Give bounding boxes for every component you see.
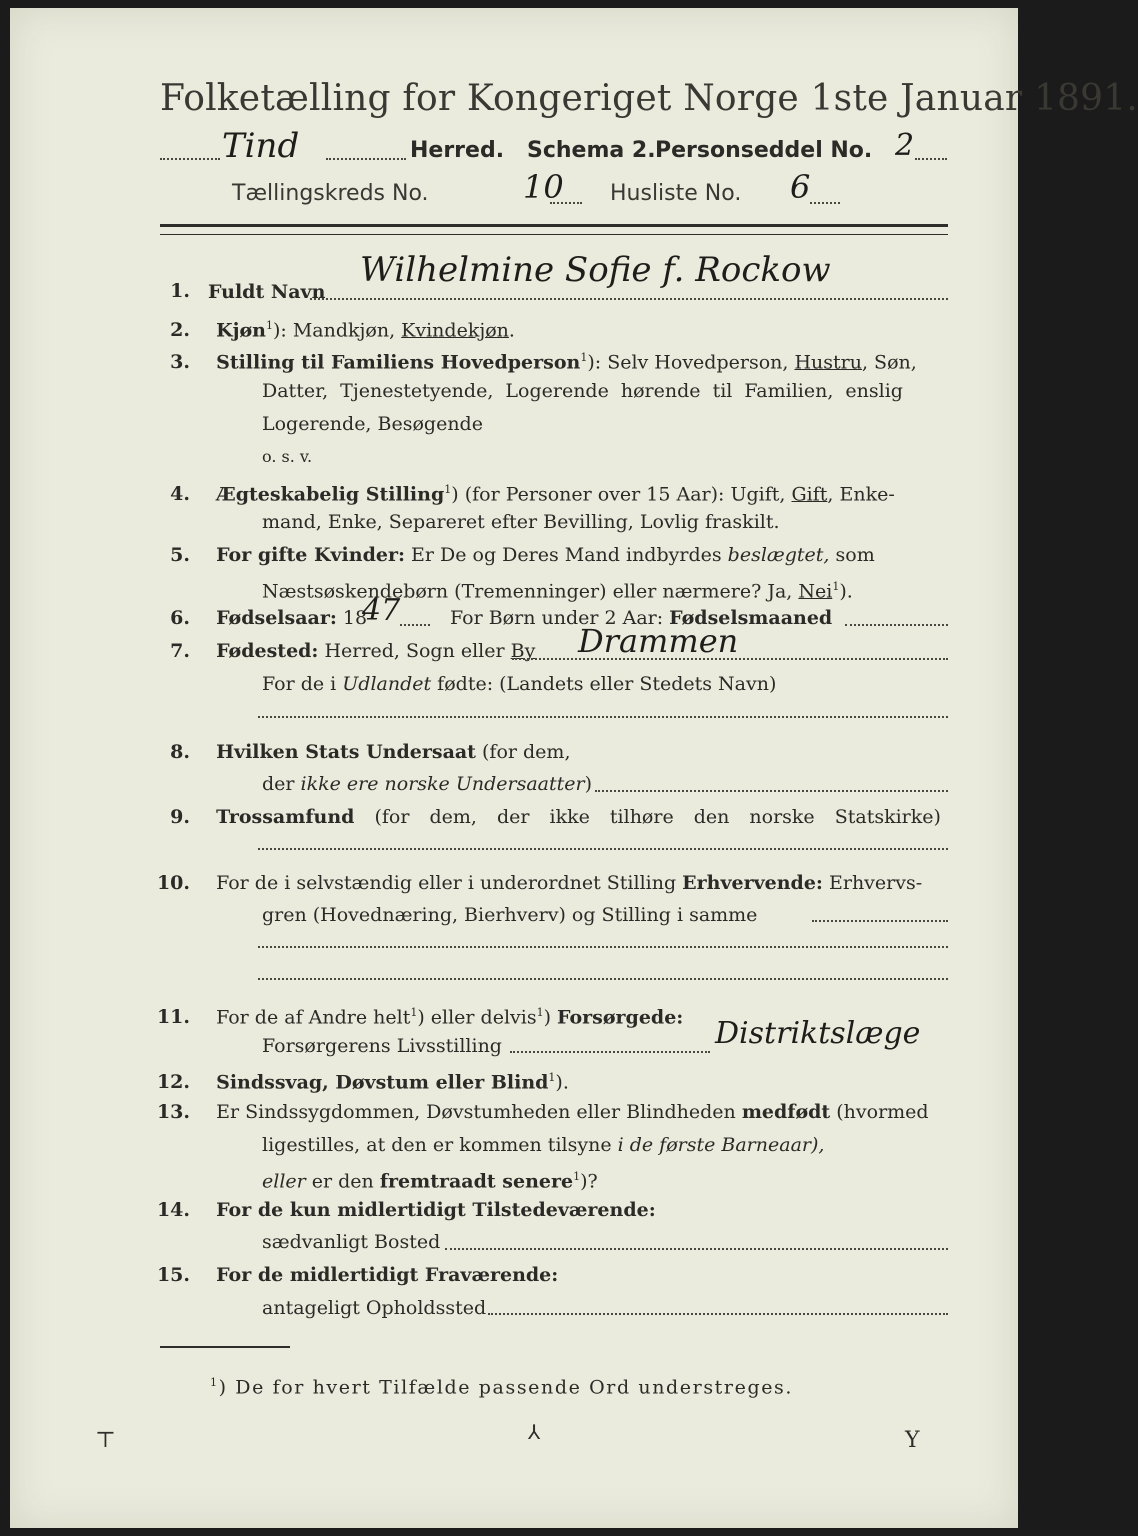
q11-number: 11. [156, 1006, 190, 1029]
q9-number: 9. [170, 806, 190, 828]
footnote-rule [160, 1346, 290, 1348]
q10-number: 10. [156, 872, 190, 894]
q13-line3: eller er den fremtraadt senere$^1$)? [262, 1170, 598, 1193]
herred-label: Herred. [410, 138, 505, 163]
q7-row: 7. Fødested: Herred, Sogn eller By [150, 639, 535, 663]
dotted-line [258, 848, 948, 850]
kreds-label: Tællingskreds No. [232, 181, 429, 206]
q5-text-a: Er De og Deres Mand indbyrdes [404, 544, 728, 566]
q15-number: 15. [156, 1264, 190, 1286]
q2-selected: Kvindekjøn [401, 319, 509, 342]
q4-text-a: ) (for Personer over 15 Aar): Ugift, [451, 483, 792, 506]
q2-row [150, 314, 515, 342]
header-rule [160, 224, 948, 227]
herred-value: Tind [222, 126, 300, 166]
q13-line2: ligestilles, at den er kommen tilsyne i de første Barneaar), [262, 1134, 825, 1156]
q6-rest-bold: Fødselsmaaned [669, 607, 833, 629]
form-title: Folketælling for Kongeriget Norge 1ste Januar 1891. [160, 78, 1138, 119]
q14-row [150, 1198, 656, 1222]
q3-line2: Datter, Tjenestetyende, Logerende hørende til Familien, enslig [262, 380, 903, 402]
schema-label: Schema 2. [527, 138, 656, 163]
q8-label: Hvilken Stats Undersaat [216, 741, 476, 763]
dotted-line [488, 1313, 948, 1315]
q12-number: 12. [156, 1071, 190, 1094]
header-rule-thin [160, 234, 948, 235]
dotted-line [510, 1051, 710, 1053]
q5-selected: Nei [798, 580, 833, 603]
dotted-line [915, 158, 947, 160]
q2-number: 2. [170, 319, 190, 342]
q14-number: 14. [156, 1199, 190, 1221]
q4-selected: Gift [791, 483, 828, 506]
q6-rest: For Børn under 2 Aar: Fødselsmaaned [450, 607, 833, 629]
q11-row: 11. For de af Andre helt$^1$) eller delvis$^1$) Forsørgede: [150, 1001, 683, 1029]
q9-label: Trossamfund [216, 806, 355, 828]
q5-line2-text: Næstsøskendebørn (Tremenninger) eller nærmere? Ja, [262, 580, 799, 603]
footnote-text: ) De for hvert Tilfælde passende Ord understreges. [218, 1376, 794, 1399]
dotted-line [160, 158, 220, 160]
q12-label: Sindssvag, Døvstum eller Blind [216, 1071, 549, 1094]
q3-text-b: , Søn, [861, 351, 917, 374]
corner-mark-icon: ⊤ [95, 1428, 116, 1453]
q1-name-value: Wilhelmine Sofie f. Rockow [360, 250, 831, 290]
husliste-value: 6 [790, 168, 811, 206]
q4-number: 4. [170, 483, 190, 506]
q2-end: . [508, 319, 515, 342]
q10-line2: gren (Hovednæring, Bierhverv) og Stilling i samme [262, 904, 758, 926]
dotted-line [326, 158, 406, 160]
q8-line2: der ikke ere norske Undersaatter) [262, 773, 592, 795]
q4-row: 4. Ægteskabelig Stilling$^1$) (for Personer over 15 Aar): Ugift, Gift, Enke- [150, 478, 895, 506]
dotted-line [845, 624, 948, 626]
q6-row [150, 606, 367, 630]
q5-text-b: som [829, 544, 875, 566]
q7-number: 7. [170, 640, 190, 662]
q6-prefix: 18 [336, 607, 368, 629]
dotted-line [810, 202, 840, 204]
q13-row: 13. Er Sindssygdommen, Døvstumheden eller Blindheden medfødt (hvormed [150, 1100, 929, 1124]
dotted-line [812, 920, 948, 922]
q4-text-b: , Enke- [827, 483, 895, 506]
census-form-page [10, 8, 1138, 1528]
q3-selected: Hustru [794, 351, 862, 374]
q6-label: Fødselsaar: [216, 607, 337, 629]
q11-provider-value: Distriktslæge [715, 1016, 921, 1051]
q4-line2: mand, Enke, Separeret efter Bevilling, Lovlig fraskilt. [262, 511, 780, 533]
q7-selected: By [510, 640, 536, 662]
personseddel-label: Personseddel No. [655, 138, 873, 163]
dotted-line [258, 946, 948, 948]
q7-line2: For de i Udlandet fødte: (Landets eller Stedets Navn) [262, 673, 777, 695]
q2-sup: 1 [265, 319, 273, 332]
q14-label: For de kun midlertidigt Tilstedeværende: [216, 1199, 656, 1221]
center-mark-icon: ⅄ [528, 1420, 541, 1444]
q2-label: Kjøn [216, 319, 266, 342]
personseddel-value: 2 [895, 128, 915, 163]
q13-number: 13. [156, 1101, 190, 1123]
q15-row [150, 1263, 558, 1287]
dotted-line [550, 202, 582, 204]
q3-text-a: ): Selv Hovedperson, [587, 351, 795, 374]
q3-line4: o. s. v. [262, 447, 313, 466]
q5-line2: Næstsøskendebørn (Tremenninger) eller nærmere? Ja, Nei$^1$). [262, 580, 853, 603]
dotted-line [445, 1248, 948, 1250]
q1-number: 1. [170, 280, 190, 302]
q5-number: 5. [170, 544, 190, 566]
q4-label: Ægteskabelig Stilling [216, 483, 445, 506]
q10-row: 10. For de i selvstændig eller i underordnet Stilling Erhvervende: Erhvervs- [150, 871, 922, 895]
corner-mark-icon: Y [905, 1428, 920, 1453]
q9-row: 9. Trossamfund (for dem, der ikke tilhøre den norske Statskirke) [150, 805, 941, 829]
q8-row: 8. Hvilken Stats Undersaat (for dem, [150, 740, 570, 764]
dotted-line [400, 624, 430, 626]
dotted-line [258, 716, 948, 718]
q3-label: Stilling til Familiens Hovedperson [216, 351, 581, 374]
q3-row: 3. Stilling til Familiens Hovedperson$^1$): Selv Hovedperson, Hustru, Søn, [150, 346, 917, 374]
q12-row: 12. Sindssvag, Døvstum eller Blind$^1$). [150, 1066, 569, 1094]
footnote: $^1$) De for hvert Tilfælde passende Ord understreges. [210, 1376, 794, 1399]
q3-line3: Logerende, Besøgende [262, 413, 483, 435]
q6-year-value: 47 [362, 593, 401, 628]
q5-label: For gifte Kvinder: [216, 544, 405, 566]
dotted-line [258, 978, 948, 980]
q6-number: 6. [170, 607, 190, 629]
dotted-line [595, 790, 948, 792]
q3-number: 3. [170, 351, 190, 374]
husliste-label: Husliste No. [610, 181, 742, 206]
q11-line2: Forsørgerens Livsstilling [262, 1035, 502, 1057]
q1-label: Fuldt Navn [208, 281, 326, 303]
q5-row [150, 543, 875, 567]
q14-line2: sædvanligt Bosted [262, 1231, 441, 1253]
kreds-value: 10 [523, 168, 564, 206]
q8-number: 8. [170, 741, 190, 763]
dotted-line [310, 298, 948, 300]
q7-label: Fødested: [216, 640, 319, 662]
q5-italic: beslægtet, [727, 544, 830, 566]
q2-text: ): Mandkjøn, [272, 319, 402, 342]
q15-label: For de midlertidigt Fraværende: [216, 1264, 559, 1286]
q15-line2: antageligt Opholdssted [262, 1297, 487, 1319]
q7-birthplace-value: Drammen [578, 622, 739, 660]
